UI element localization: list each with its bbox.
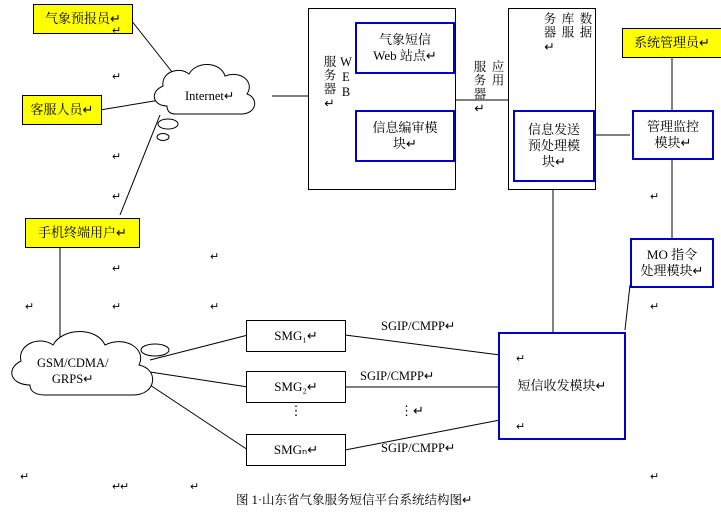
actor-system-admin-label: 系统管理员↵ xyxy=(634,34,710,50)
module-send-preprocess-line3: 块↵ xyxy=(542,154,566,170)
module-sms-website-line1: 气象短信 xyxy=(378,31,431,47)
module-info-edit[interactable] xyxy=(355,110,455,162)
link-label-sgip-cmpp-3: SGIP/CMPP↵ xyxy=(381,441,456,455)
figure-caption: 图 1·山东省气象服务短信平台系统结构图↵ xyxy=(236,493,473,507)
pilcrow-mark: ↵ xyxy=(112,71,122,83)
pilcrow-mark: ↵ xyxy=(210,301,220,313)
internet-cloud-shape xyxy=(145,62,280,172)
pilcrow-mark: ↵ xyxy=(516,421,526,433)
pilcrow-mark: ↵ xyxy=(112,481,122,493)
pilcrow-mark: ↵ xyxy=(650,191,660,203)
module-sms-website[interactable] xyxy=(355,22,455,74)
actor-mobile-user-label: 手机终端用户↵ xyxy=(38,224,127,240)
smg-node-1[interactable] xyxy=(246,320,346,352)
internet-cloud-label: Internet↵ xyxy=(185,89,235,103)
mobile-network-label-line2: GRPS↵ xyxy=(51,372,94,387)
pilcrow-mark: ↵ xyxy=(650,301,660,313)
actor-customer-service-label: 客服人员↵ xyxy=(30,101,94,117)
module-mo-command-line1: MO 指令 xyxy=(646,246,698,262)
pilcrow-mark: ↵ xyxy=(25,301,35,313)
smg-node-2[interactable] xyxy=(246,371,346,403)
module-sms-transceiver-label: 短信收发模块↵ xyxy=(517,377,607,393)
actor-customer-service[interactable] xyxy=(22,95,102,125)
pilcrow-mark: ↵ xyxy=(112,301,122,313)
pilcrow-mark: ↵ xyxy=(190,481,200,493)
pilcrow-mark: ↵ xyxy=(210,251,220,263)
smg-node-n-label: SMGₙ↵ xyxy=(273,441,319,457)
module-mo-command[interactable] xyxy=(630,238,714,288)
module-send-preprocess-line2: 预处理模 xyxy=(527,137,580,153)
pilcrow-mark: ↵ xyxy=(650,471,660,483)
module-admin-monitor[interactable] xyxy=(632,110,714,160)
module-send-preprocess-line1: 信息发送 xyxy=(527,121,580,137)
link-vertical-ellipsis: ⋮↵ xyxy=(400,403,424,418)
pilcrow-mark: ↵ xyxy=(112,191,122,203)
module-sms-website-line2: Web 站点↵ xyxy=(373,48,437,63)
module-mo-command-line2: 处理模块↵ xyxy=(640,263,704,278)
actor-weather-forecaster-label: 气象预报员↵ xyxy=(45,10,121,26)
module-admin-monitor-line1: 管理监控 xyxy=(646,118,699,134)
pilcrow-mark: ↵ xyxy=(112,263,122,275)
mobile-network-label-line1: GSM/CDMA/ xyxy=(37,356,109,370)
pilcrow-mark: ↵ xyxy=(20,471,30,483)
pilcrow-mark: ↵ xyxy=(112,25,122,37)
mobile-network-cloud-label xyxy=(37,355,109,388)
link-label-sgip-cmpp-2: SGIP/CMPP↵ xyxy=(360,369,435,383)
actor-system-admin[interactable] xyxy=(622,28,721,58)
web-server-label: WEB 服务器↵ xyxy=(322,55,353,112)
app-server-label: 应用 服务器↵ xyxy=(472,60,504,117)
link-label-sgip-cmpp-1: SGIP/CMPP↵ xyxy=(381,319,456,333)
db-server-label: 数据 库服 务器↵ xyxy=(542,12,592,55)
module-info-edit-line2: 块↵ xyxy=(393,136,417,151)
module-send-preprocess[interactable] xyxy=(513,110,595,182)
smg-node-1-label: SMG₁↵ xyxy=(274,327,318,343)
pilcrow-mark: ↵ xyxy=(120,481,130,493)
pilcrow-mark: ↵ xyxy=(516,353,526,365)
module-info-edit-line1: 信息编审模 xyxy=(372,119,438,135)
smg-vertical-ellipsis: ⋮ xyxy=(289,403,303,418)
pilcrow-mark: ↵ xyxy=(112,151,122,163)
smg-node-2-label: SMG₂↵ xyxy=(274,378,318,394)
smg-node-n[interactable] xyxy=(246,434,346,466)
actor-mobile-user[interactable] xyxy=(25,218,140,248)
module-admin-monitor-line2: 模块↵ xyxy=(654,135,692,150)
